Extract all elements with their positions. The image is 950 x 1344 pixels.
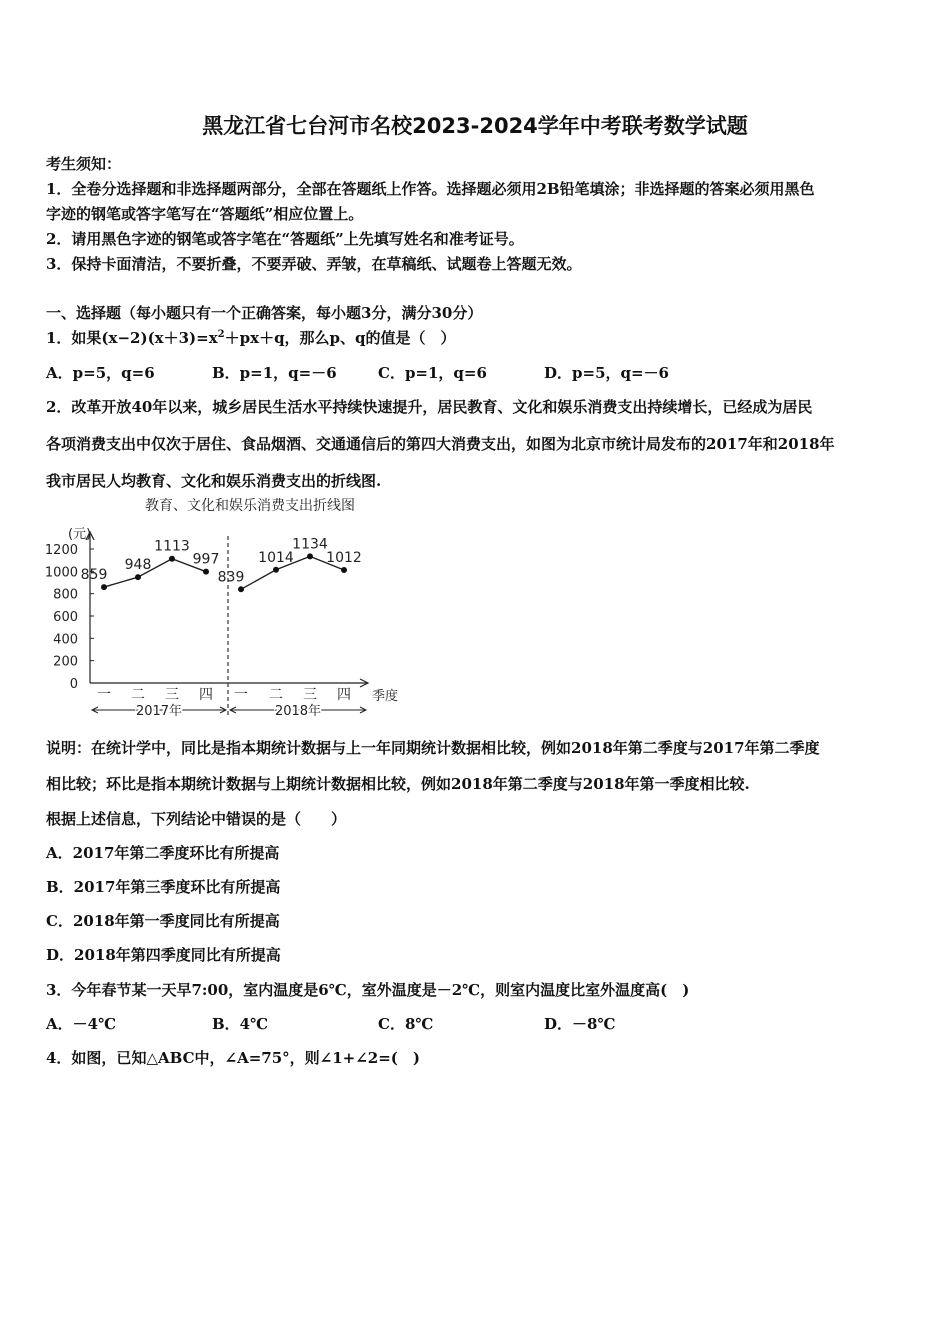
x-axis-label: 季度 <box>372 689 399 704</box>
data-point <box>307 553 313 559</box>
y-tick-label: 1200 <box>44 543 78 558</box>
x-tick-label: 二 <box>131 687 145 703</box>
q2-option-b: B．2017年第三季度环比有所提高 <box>46 878 281 896</box>
data-label: 839 <box>217 569 245 586</box>
x-tick-label: 一 <box>97 687 111 703</box>
q1-stem-sup: 2 <box>217 329 225 340</box>
data-point <box>135 574 141 580</box>
q1-stem-pre: 1．如果(x−2)(x＋3)=x <box>46 329 218 347</box>
q1-stem <box>46 327 456 348</box>
data-point <box>238 586 244 592</box>
x-tick-label: 三 <box>303 687 317 703</box>
q3-option-d: D．－8℃ <box>544 1015 616 1033</box>
x-tick-label: 四 <box>199 687 213 703</box>
data-label: 1014 <box>258 549 294 566</box>
q3-option-c: C．8℃ <box>378 1015 434 1033</box>
y-tick-label: 800 <box>53 587 78 603</box>
data-label: 1134 <box>292 536 328 553</box>
line-chart <box>38 494 418 724</box>
data-point <box>273 567 279 573</box>
q1-option-c: C．p=1，q=6 <box>378 364 487 382</box>
data-point <box>169 556 175 562</box>
q3-option-a: A．－4℃ <box>46 1015 117 1033</box>
x-tick-label: 一 <box>234 687 248 703</box>
section-heading: 一、选择题（每小题只有一个正确答案，每小题3分，满分30分） <box>46 304 483 322</box>
q1-option-a: A．p=5，q=6 <box>46 364 155 382</box>
q2-ask: 根据上述信息，下列结论中错误的是（ ） <box>46 810 347 828</box>
q1-option-b: B．p=1，q=－6 <box>212 364 337 382</box>
year-label: 2018年 <box>274 704 322 719</box>
q1-option-d: D．p=5，q=－6 <box>544 364 669 382</box>
data-point <box>341 567 347 573</box>
q2-line-1: 2．改革开放40年以来，城乡居民生活水平持续快速提升，居民教育、文化和娱乐消费支出持续增长，已经成为居民 <box>46 398 813 416</box>
q2-option-c: C．2018年第一季度同比有所提高 <box>46 912 280 930</box>
x-tick-label: 四 <box>337 687 351 703</box>
notice-heading: 考生须知： <box>46 155 122 173</box>
year-label: 2017年 <box>135 704 183 719</box>
q4-stem: 4．如图，已知△ABC中，∠A=75°，则∠1+∠2=( ) <box>46 1049 420 1067</box>
q1-stem-post: ＋px＋q，那么p、q的值是（ ） <box>224 329 456 347</box>
q2-option-d: D．2018年第四季度同比有所提高 <box>46 946 281 964</box>
q2-line-2: 各项消费支出中仅次于居住、食品烟酒、交通通信后的第四大消费支出，如图为北京市统计局发布的2017年和2018年 <box>46 435 835 453</box>
q3-option-b: B．4℃ <box>212 1015 269 1033</box>
notice-line-1a: 1．全卷分选择题和非选择题两部分，全部在答题纸上作答。选择题必须用2B铅笔填涂；非选择题的答案必须用黑色 <box>46 180 815 198</box>
series-line <box>104 559 206 587</box>
data-label: 1113 <box>154 538 190 555</box>
chart-title: 教育、文化和娱乐消费支出折线图 <box>145 498 355 514</box>
y-tick-label: 600 <box>53 610 78 625</box>
y-tick-label: 1000 <box>44 565 78 581</box>
notice-line-1b: 字迹的钢笔或答字笔写在“答题纸”相应位置上。 <box>46 205 364 223</box>
q2-note-1: 说明：在统计学中，同比是指本期统计数据与上一年同期统计数据相比较，例如2018年第二季度与2017年第二季度 <box>46 739 820 757</box>
q2-line-3: 我市居民人均教育、文化和娱乐消费支出的折线图. <box>46 472 382 490</box>
data-label: 997 <box>192 551 220 568</box>
y-tick-label: 200 <box>53 654 78 670</box>
q2-note-2: 相比较；环比是指本期统计数据与上期统计数据相比较，例如2018年第二季度与2018年第一季度相比较. <box>46 775 750 793</box>
data-label: 859 <box>80 567 108 584</box>
data-point <box>101 584 107 590</box>
page-title: 黑龙江省七台河市名校2023-2024学年中考联考数学试题 <box>202 114 748 138</box>
data-point <box>203 569 209 575</box>
q2-option-a: A．2017年第二季度环比有所提高 <box>46 844 280 862</box>
notice-line-3: 3．保持卡面清洁，不要折叠，不要弄破、弄皱，在草稿纸、试题卷上答题无效。 <box>46 255 582 273</box>
notice-line-2: 2．请用黑色字迹的钢笔或答字笔在“答题纸”上先填写姓名和准考证号。 <box>46 230 524 248</box>
x-tick-label: 二 <box>269 687 283 703</box>
x-tick-label: 三 <box>165 687 179 703</box>
y-tick-label: 0 <box>69 677 78 692</box>
y-axis-label: (元) <box>68 527 92 542</box>
data-label: 948 <box>124 557 152 574</box>
data-label: 1012 <box>326 549 362 566</box>
q3-stem: 3．今年春节某一天早7:00，室内温度是6℃，室外温度是－2℃，则室内温度比室外温度高( ) <box>46 981 690 999</box>
y-tick-label: 400 <box>53 632 78 648</box>
